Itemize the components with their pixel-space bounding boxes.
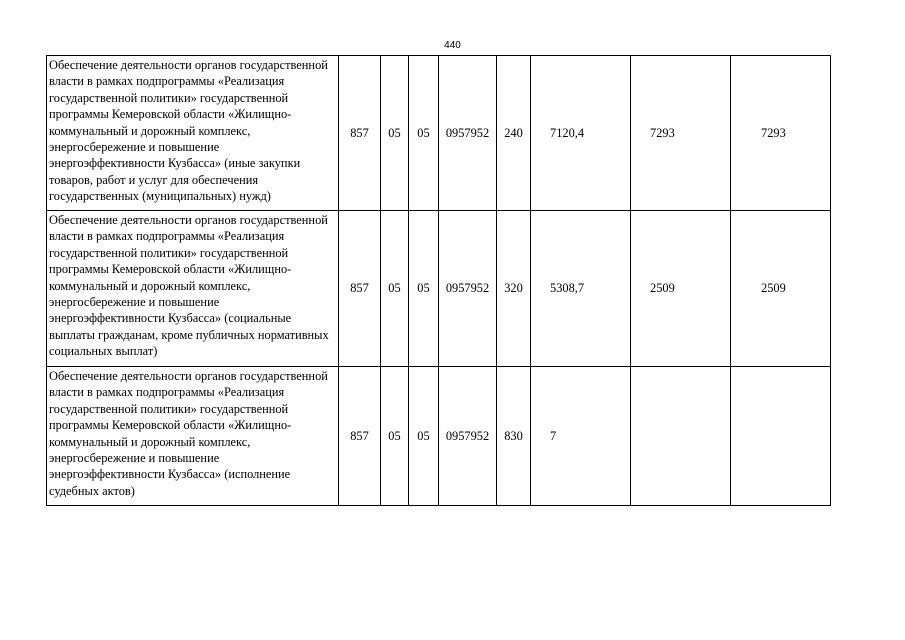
row-description: Обеспечение деятельности органов государственной власти в рамках подпрограммы «Реализация государственной политики» государственной программы Кемеровской области «Жилищно-коммунальный и дорожный комплекс, энергосбережение и повышение энергоэффективности Кузбасса» (исполнение судебных актов) xyxy=(47,367,339,506)
subsection-code: 05 xyxy=(409,367,439,506)
ministry-code: 857 xyxy=(339,211,381,367)
amount-year-2 xyxy=(631,367,731,506)
subsection-code: 05 xyxy=(409,211,439,367)
amount-year-1: 7120,4 xyxy=(531,56,631,211)
subsection-code: 05 xyxy=(409,56,439,211)
ministry-code: 857 xyxy=(339,367,381,506)
amount-year-3: 7293 xyxy=(731,56,831,211)
amount-year-1: 5308,7 xyxy=(531,211,631,367)
table-row xyxy=(47,367,831,506)
section-code: 05 xyxy=(381,367,409,506)
amount-year-2: 7293 xyxy=(631,56,731,211)
ministry-code: 857 xyxy=(339,56,381,211)
section-code: 05 xyxy=(381,56,409,211)
amount-year-3 xyxy=(731,367,831,506)
amount-year-1: 7 xyxy=(531,367,631,506)
target-article-code: 0957952 xyxy=(439,56,497,211)
expense-type-code: 830 xyxy=(497,367,531,506)
amount-year-2: 2509 xyxy=(631,211,731,367)
table-row xyxy=(47,211,831,367)
row-description: Обеспечение деятельности органов государственной власти в рамках подпрограммы «Реализация государственной политики» государственной программы Кемеровской области «Жилищно-коммунальный и дорожный комплекс, энергосбережение и повышение энергоэффективности Кузбасса» (социальные выплаты гражданам, кроме публичных нормативных социальных выплат) xyxy=(47,211,339,367)
amount-year-3: 2509 xyxy=(731,211,831,367)
row-description: Обеспечение деятельности органов государственной власти в рамках подпрограммы «Реализация государственной политики» государственной программы Кемеровской области «Жилищно-коммунальный и дорожный комплекс, энергосбережение и повышение энергоэффективности Кузбасса» (иные закупки товаров, работ и услуг для обеспечения государственных (муниципальных) нужд) xyxy=(47,56,339,211)
expense-type-code: 320 xyxy=(497,211,531,367)
table-row xyxy=(47,56,831,211)
section-code: 05 xyxy=(381,211,409,367)
target-article-code: 0957952 xyxy=(439,211,497,367)
budget-table xyxy=(46,55,831,506)
target-article-code: 0957952 xyxy=(439,367,497,506)
page-number: 440 xyxy=(444,40,461,51)
expense-type-code: 240 xyxy=(497,56,531,211)
